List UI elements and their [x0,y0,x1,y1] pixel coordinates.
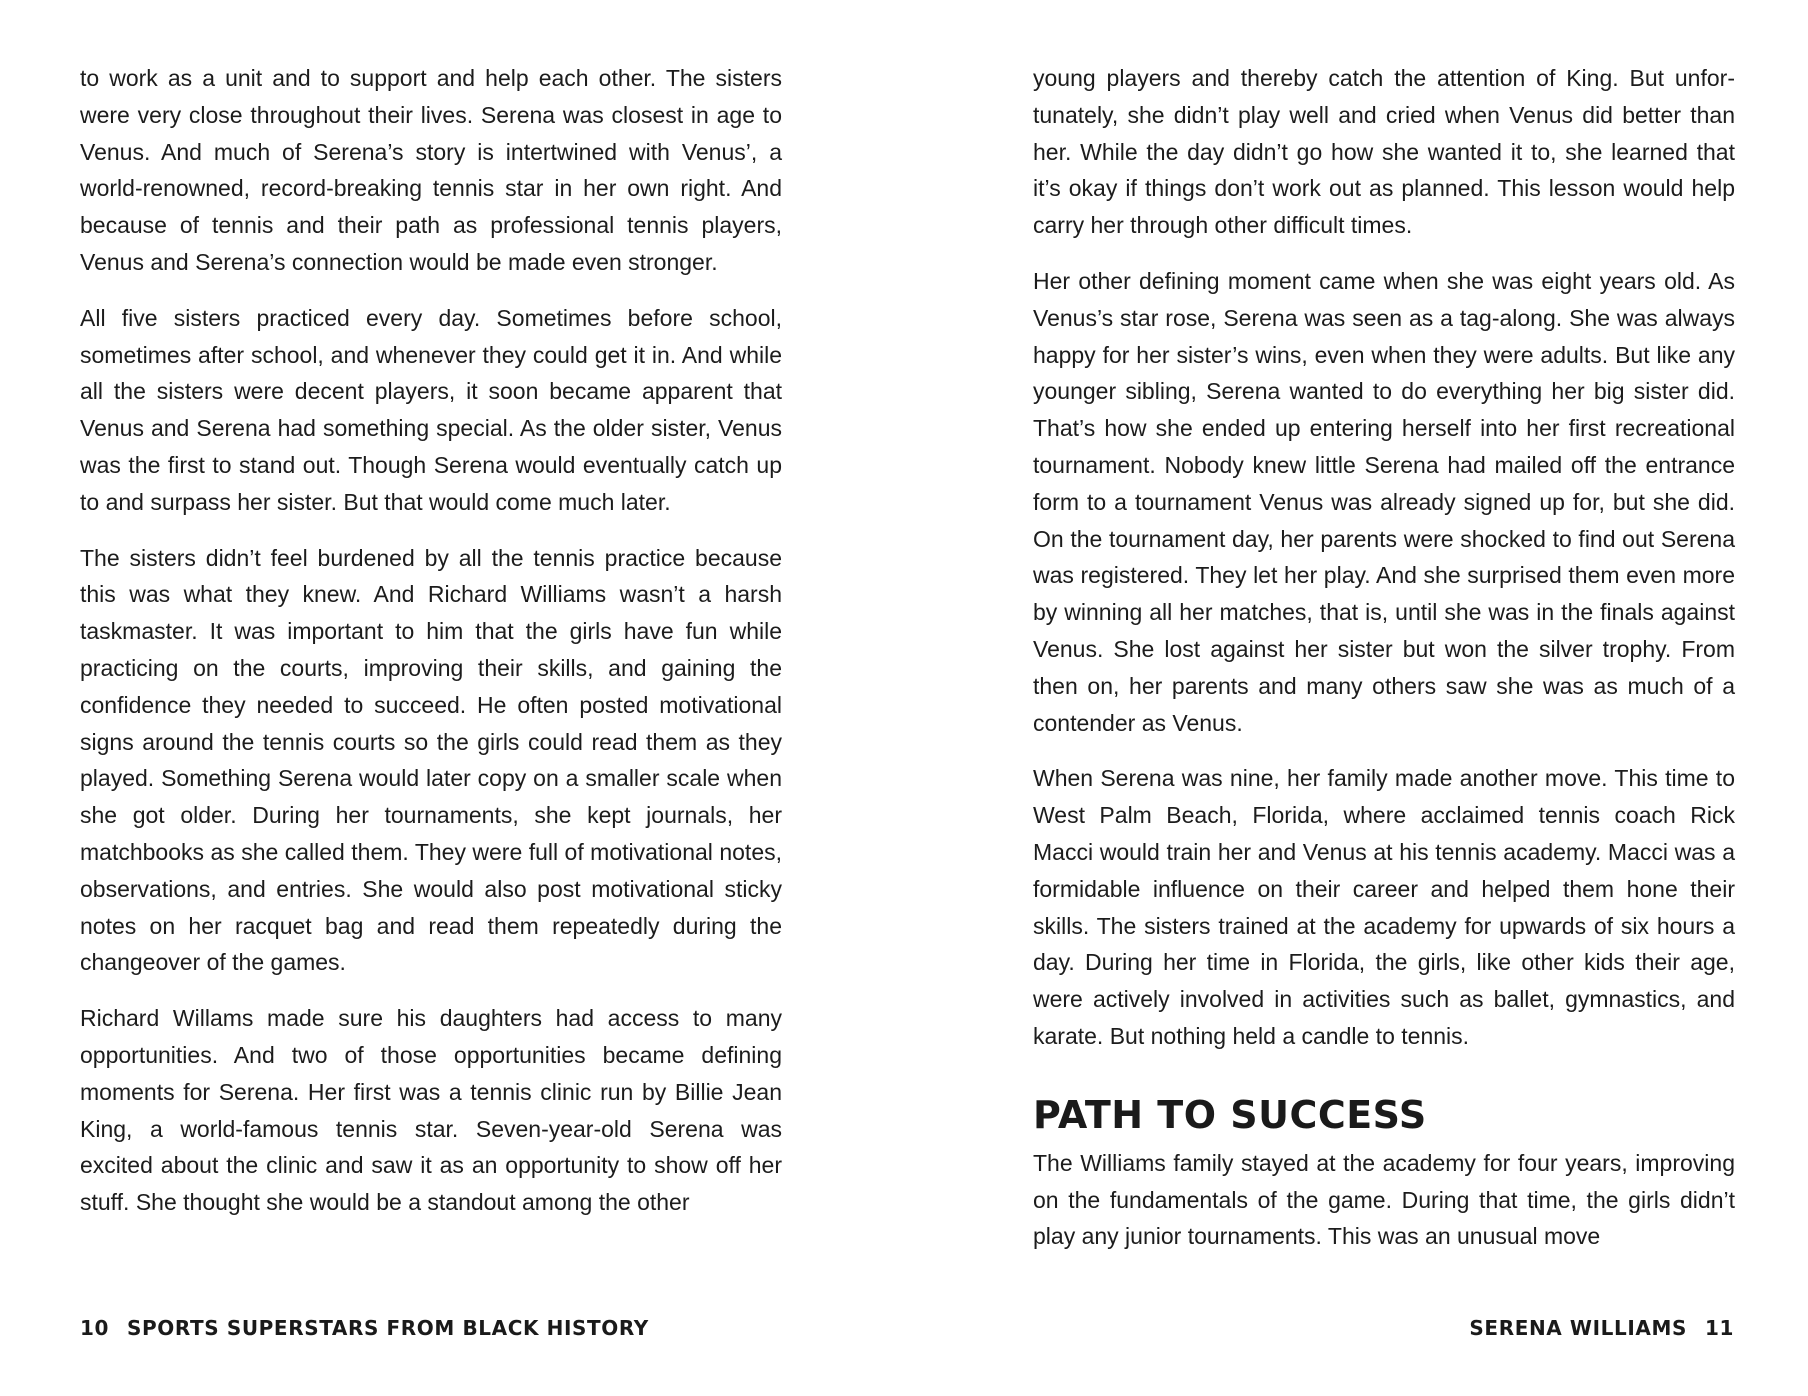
body-paragraph: The Williams family stayed at the academy for four years, improving on the fundamentals of the game. During that time, the girls didn’t play any junior tournaments. This was an unusual move [1033,1149,1735,1250]
body-paragraph: Richard Willams made sure his daughters had access to many opportunities. And two of those opportunities became defining moments for Serena. Her first was a tennis clinic run by Billie Jean King, a world-famous tennis star. Seven-year-old Serena was excited about the clinic and saw it as an opportunity to show off her stuff. She thought she would be a standout among the other [80,1005,782,1216]
left-page-footer [80,1316,649,1340]
page-number: 11 [1704,1316,1734,1340]
running-head: SPORTS SUPERSTARS FROM BLACK HISTORY [127,1316,649,1340]
left-page [80,60,782,1240]
body-paragraph: Her other defining moment came when she was eight years old. As Venus’s star rose, Serena was seen as a tag-along. She was always happy for her sister’s wins, even when they were adults. But like any younger sibling, Serena wanted to do everything her big sister did. That’s how she ended up entering herself into her first recreational tournament. Nobody knew little Serena had mailed off the entrance form to a tournament Venus was already signed up for, but she did. On the tournament day, her parents were shocked to find out Serena was registered. They let her play. And she surprised them even more by winning all her matches, that is, until she was in the finals against Venus. She lost against her sister but won the silver trophy. From then on, her parents and many others saw she was as much of a contender as Venus. [1033,267,1735,736]
right-page-footer [1469,1316,1734,1340]
body-paragraph: young players and thereby catch the attention of King. But unfortunately, she didn’t play well and cried when Venus did better than her. While the day didn’t go how she wanted it to, she learned that it’s okay if things don’t work out as planned. This lesson would help carry her through other difficult times. [1033,65,1735,239]
body-paragraph: The sisters didn’t feel burdened by all the tennis practice because this was what they knew. And Richard Williams wasn’t a harsh taskmaster. It was important to him that the girls have fun while practicing on the courts, improving their skills, and gaining the confidence they needed to succeed. He often posted motivational signs around the tennis courts so the girls could read them as they played. Something Serena would later copy on a smaller scale when she got older. During her tournaments, she kept journals, her matchbooks as she called them. They were full of motivational notes, observations, and entries. She would also post motivational sticky notes on her racquet bag and read them repeatedly during the changeover of the games. [80,544,782,976]
body-paragraph: All five sisters practiced every day. Sometimes before school, sometimes after school, and whenever they could get it in. And while all the sisters were decent players, it soon became apparent that Venus and Serena had something special. As the older sister, Venus was the first to stand out. Though Serena would eventually catch up to and surpass her sister. But that would come much later. [80,304,782,515]
page-number: 10 [80,1316,110,1340]
running-head: SERENA WILLIAMS [1469,1316,1687,1340]
body-paragraph: When Serena was nine, her family made another move. This time to West Palm Beach, Florida, where acclaimed tennis coach Rick Macci would train her and Venus at his tennis academy. Macci was a formidable influence on their career and helped them hone their skills. The sisters trained at the academy for upwards of six hours a day. During her time in Florida, the girls, like other kids their age, were actively involved in activities such as ballet, gymnastics, and karate. But nothing held a candle to tennis. [1033,765,1735,1049]
body-paragraph: to work as a unit and to support and help each other. The sisters were very close throughout their lives. Serena was closest in age to Venus. And much of Serena’s story is intertwined with Venus’, a world-renowned, record-breaking tennis star in her own right. And because of tennis and their path as professional tennis players, Venus and Serena’s connection would be made even stronger. [80,65,782,275]
section-heading: PATH TO SUCCESS [1033,1092,1427,1137]
right-page [1033,60,1735,1274]
